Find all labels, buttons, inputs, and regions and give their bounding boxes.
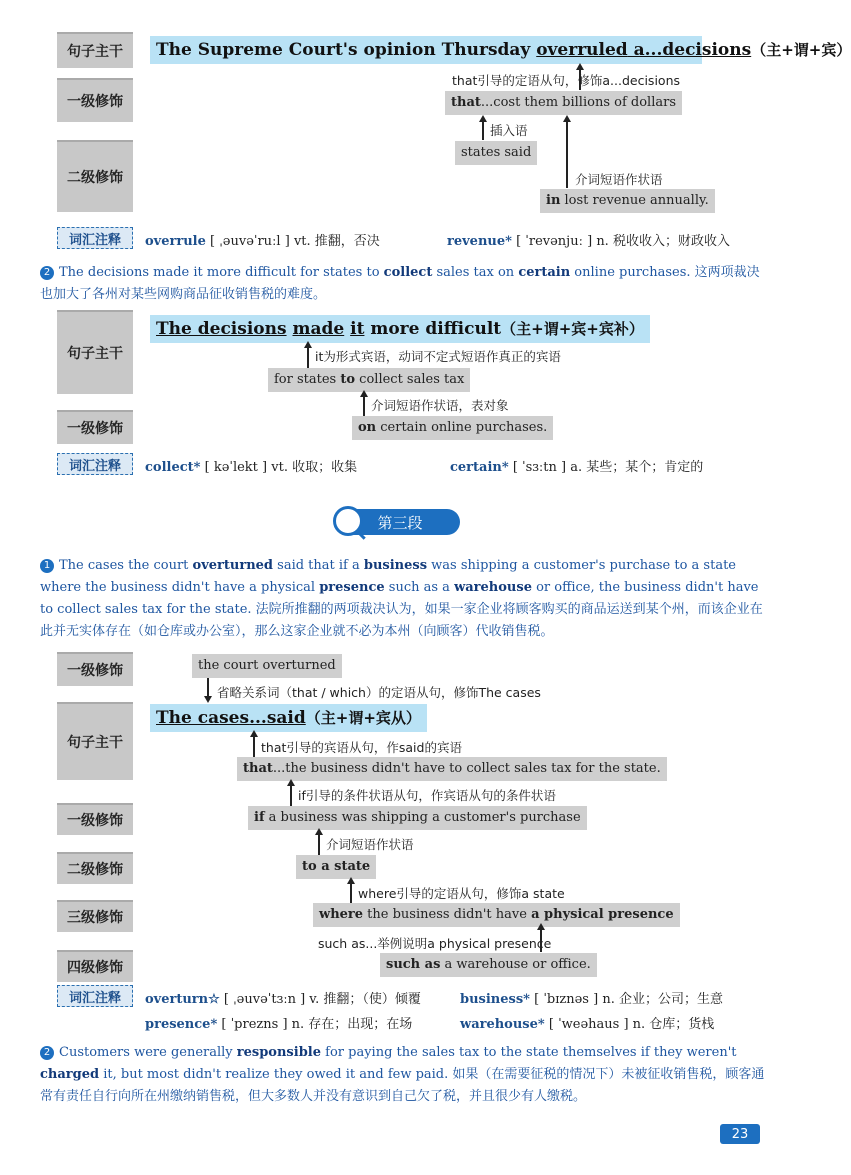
label-vocab: 词汇注释 [57, 985, 133, 1007]
note-such-as: such as...举例说明a physical presence [318, 936, 552, 951]
note-prep-phrase-object: 介词短语作状语，表对象 [371, 398, 509, 413]
main-object: a...decisions [627, 40, 752, 60]
note-parenthesis: 插入语 [490, 123, 528, 138]
star-icon: * [501, 460, 509, 475]
label-level1: 一级修饰 [57, 78, 133, 122]
vocab-def: vt. 推翻，否决 [293, 234, 380, 249]
section-title: 第三段 [377, 513, 423, 532]
modifier-such-as: such as a warehouse or office. [380, 953, 597, 977]
connector [566, 120, 568, 188]
label-main-clause: 句子主干 [57, 702, 133, 780]
connector [290, 784, 292, 806]
label-level4: 四级修饰 [57, 950, 133, 982]
number-badge-icon: 1 [40, 559, 54, 573]
star-icon: * [193, 460, 201, 475]
vocab-entry-revenue [447, 230, 730, 249]
label-main-clause: 句子主干 [57, 310, 133, 394]
modifier-on-certain: on certain online purchases. [352, 416, 553, 440]
magnifier-icon [333, 506, 363, 536]
modifier-text: lost revenue annually. [560, 193, 709, 208]
modifier-if-business: if a business was shipping a customer's purchase [248, 806, 587, 830]
vocab-phonetic: [ ˌəuvəˈruːl ] [210, 234, 290, 249]
note-prep-phrase-3: 介词短语作状语 [326, 837, 414, 852]
main-clause-1 [150, 36, 851, 64]
modifier-that-clause [445, 91, 682, 115]
modifier-text: ...cost them billions of dollars [480, 95, 676, 110]
connector [482, 120, 484, 140]
main-verb: ...said [249, 708, 306, 728]
main-clause-text: The Supreme Court's opinion Thursday [156, 40, 537, 60]
connector [307, 346, 309, 368]
connector [363, 395, 365, 417]
vocab-entry-business: business* [ ˈbɪznəs ] n. 企业；公司；生意 [460, 992, 723, 1007]
vocab-entry-certain: certain* [ ˈsɜːtn ] a. 某些；某个；肯定的 [450, 460, 704, 475]
note-where-clause: where引导的定语从句，修饰a state [358, 886, 565, 901]
connector [253, 735, 255, 757]
modifier-head: in [546, 193, 561, 208]
label-level1: 一级修饰 [57, 803, 133, 835]
label-main-clause: 句子主干 [57, 32, 133, 68]
number-badge-icon: 2 [40, 1046, 54, 1060]
role-tag: （主+谓+宾） [751, 41, 851, 59]
star-icon: * [523, 992, 530, 1007]
modifier-where-business: where the business didn't have a physical presence [313, 903, 680, 927]
vocab-entry-warehouse: warehouse* [ ˈweəhaus ] n. 仓库；货栈 [460, 1017, 715, 1032]
modifier-in-lost-revenue [540, 189, 715, 213]
note-omitted-relative: 省略关系词（that / which）的定语从句，修饰The cases [217, 685, 541, 700]
modifier-for-states: for states to collect sales tax [268, 368, 470, 392]
label-vocab: 词汇注释 [57, 453, 133, 475]
modifier-to-state: to a state [296, 855, 376, 879]
arrow-down [204, 696, 212, 703]
modifier-head: that [451, 95, 481, 110]
label-level1: 一级修饰 [57, 652, 133, 686]
connector [350, 882, 352, 904]
page-number [720, 1124, 760, 1144]
modifier-states-said: states said [455, 141, 537, 165]
main-complement: more difficult [364, 319, 502, 339]
vocab-entry-presence: presence* [ ˈprezns ] n. 存在；出现；在场 [145, 1017, 413, 1032]
main-verb: made [292, 319, 345, 339]
label-vocab: 词汇注释 [57, 227, 133, 249]
vocab-phonetic: [ ˈrevənjuː ] [516, 234, 593, 249]
vocab-word: overrule [145, 234, 206, 249]
vocab-def: n. 税收收入；财政收入 [596, 234, 730, 249]
vocab-word: revenue [447, 234, 506, 249]
main-clause-3 [150, 704, 427, 732]
modifier-that-business: that...the business didn't have to collect sales tax for the state. [237, 757, 667, 781]
label-level2: 二级修饰 [57, 852, 133, 884]
main-clause-2 [150, 315, 650, 343]
paragraph-2: 2 The decisions made it more difficult for states to collect sales tax on certain online purchases. 这两项裁决也加大了各州对某些网购商品征收销售税的难度。 [40, 265, 760, 302]
vocab-entry-overrule [145, 230, 380, 249]
star-icon: * [537, 1017, 545, 1032]
main-subject: The cases [156, 708, 250, 728]
vocab-entry-overturn: overturn☆ [ ˌəuvəˈtɜːn ] v. 推翻；（使）倾覆 [145, 992, 421, 1007]
paragraph-3: 1 The cases the court overturned said that if a business was shipping a customer's purchase to a state where the business didn't have a physical presence such as a warehouse or office, the business didn't have to collect sales tax for the state. 法院所推翻的两项裁决认为，如果一家企业将顾客购买的商品运送到某个州，而该企业在此并无实体存在（如仓库或办公室），那么这家企业就不必为本州（向顾客）代收销售税。 [40, 558, 763, 639]
note-formal-object: it为形式宾语，动词不定式短语作真正的宾语 [315, 349, 561, 364]
star-icon: * [505, 234, 512, 249]
note-attributive-clause: that引导的定语从句，修饰a...decisions [452, 73, 681, 88]
main-subject: The decisions [156, 319, 287, 339]
paragraph-4: 2 Customers were generally responsible for paying the sales tax to the state themselves if they weren't charged it, but most didn't realize they owed it and few paid. 如果（在需要征税的情况下）未被征收销售税，顾客通常有责任自行向所在州缴纳销售税，但大多数人并没有意识到自己欠了税，并且很少有人缴税。 [40, 1045, 765, 1104]
arrow-up [537, 923, 545, 930]
main-verb: overruled [536, 40, 628, 60]
star-icon: * [210, 1017, 218, 1032]
note-prep-phrase: 介词短语作状语 [575, 172, 663, 187]
page-number-text: 23 [731, 1126, 749, 1142]
modifier-court-overturned: the court overturned [192, 654, 342, 678]
vocab-entry-collect: collect* [ kəˈlekt ] vt. 收取；收集 [145, 460, 358, 475]
number-badge-icon: 2 [40, 266, 54, 280]
role-tag: （主+谓+宾+宾补） [501, 320, 644, 338]
note-object-clause: that引导的宾语从句，作said的宾语 [261, 740, 462, 755]
label-level1: 一级修饰 [57, 410, 133, 444]
connector [318, 833, 320, 855]
label-level2: 二级修饰 [57, 140, 133, 212]
role-tag: （主+谓+宾从） [305, 709, 421, 727]
note-condition-clause: if引导的条件状语从句，作宾语从句的条件状语 [298, 788, 556, 803]
star-icon: ☆ [208, 992, 220, 1007]
main-object: it [350, 319, 365, 339]
connector [207, 678, 209, 696]
label-level3: 三级修饰 [57, 900, 133, 932]
